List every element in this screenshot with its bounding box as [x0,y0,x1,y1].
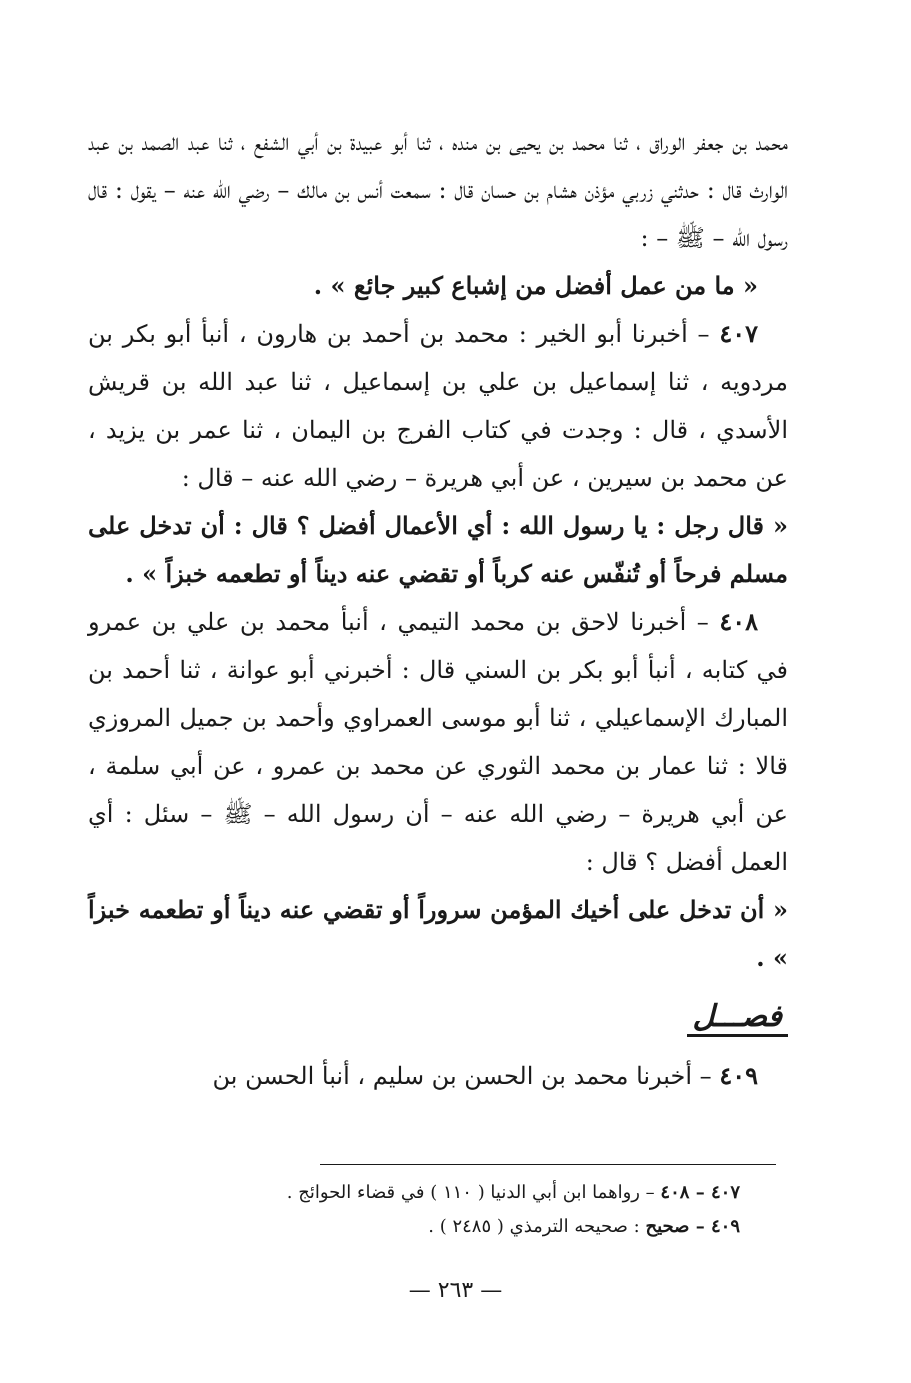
section-title: فصـــل [687,999,788,1037]
footnote-text-409: : صحيحه الترمذي ( ٢٤٨٥ ) . [428,1216,640,1237]
page-number: — ٢٦٣ — [408,1278,503,1303]
section-heading [88,982,788,1052]
paragraph-407-text: – أخبرنا أبو الخير : محمد بن أحمد بن هارون ، أنبأ أبو بكر بن مردويه ، ثنا إسماعيل بن علي بن إسماعيل ، ثنا عبد الله بن قريش الأسدي ، قال : وجدت في كتاب الفرج بن اليمان ، ثنا عمر بن يزيد ، عن محمد بن سيرين ، عن أبي هريرة – رضي الله عنه – قال : [88,320,788,492]
footnote-409 [120,1210,740,1244]
hadith-number-408: ٤٠٨ [719,607,758,636]
footnote-number-407-408: ٤٠٧ – ٤٠٨ [660,1182,740,1203]
paragraph-409 [88,1052,788,1100]
hadith-quote-1: « ما من عمل أفضل من إشباع كبير جائع » . [313,271,758,300]
main-text [88,118,788,1100]
footnote-number-409: ٤٠٩ – صحيح [645,1216,740,1237]
paragraph-407 [88,310,788,502]
footnotes [120,1176,740,1244]
hadith-number-407: ٤٠٧ [719,319,758,348]
paragraph-408 [88,598,788,886]
footnote-407-408 [120,1176,740,1210]
hadith-quote-2: « قال رجل : يا رسول الله : أي الأعمال أفضل ؟ قال : أن تدخل على مسلم فرحاً أو تُنفّس عنه كرباً أو تقضي عنه ديناً أو تطعمه خبزاً » . [88,511,788,588]
footnote-divider [320,1164,776,1165]
footnote-text-407-408: – رواهما ابن أبي الدنيا ( ١١٠ ) في قضاء الحوائج . [286,1182,655,1203]
hadith-number-409: ٤٠٩ [719,1061,758,1090]
paragraph-409-text: – أخبرنا محمد بن الحسن بن سليم ، أنبأ الحسن بن [212,1062,712,1090]
hadith-quote-3: « أن تدخل على أخيك المؤمن سروراً أو تقضي عنه ديناً أو تطعمه خبزاً » . [88,895,789,972]
paragraph-intro: محمد بن جعفر الوراق ، ثنا محمد بن يحيى بن منده ، ثنا أبو عبيدة بن أبي الشفع ، ثنا عبد الصمد بن عبد الوارث قال : حدثني زربي مؤذن هشام بن حسان قال : سمعت أنس بن مالك – رضي الله عنه – يقول : قال رسول الله – ﷺ – : [88,128,789,252]
paragraph-408-text: – أخبرنا لاحق بن محمد التيمي ، أنبأ محمد بن علي بن عمرو في كتابه ، أنبأ أبو بكر بن السني قال : أخبرني أبو عوانة ، ثنا أحمد بن المبارك الإسماعيلي ، ثنا أبو موسى العمراوي وأحمد بن جميل المروزي قالا : ثنا عمار بن محمد الثوري عن محمد بن عمرو ، عن أبي سلمة ، عن أبي هريرة – رضي الله عنه – أن رسول الله – ﷺ – سئل : أي العمل أفضل ؟ قال : [88,608,788,876]
